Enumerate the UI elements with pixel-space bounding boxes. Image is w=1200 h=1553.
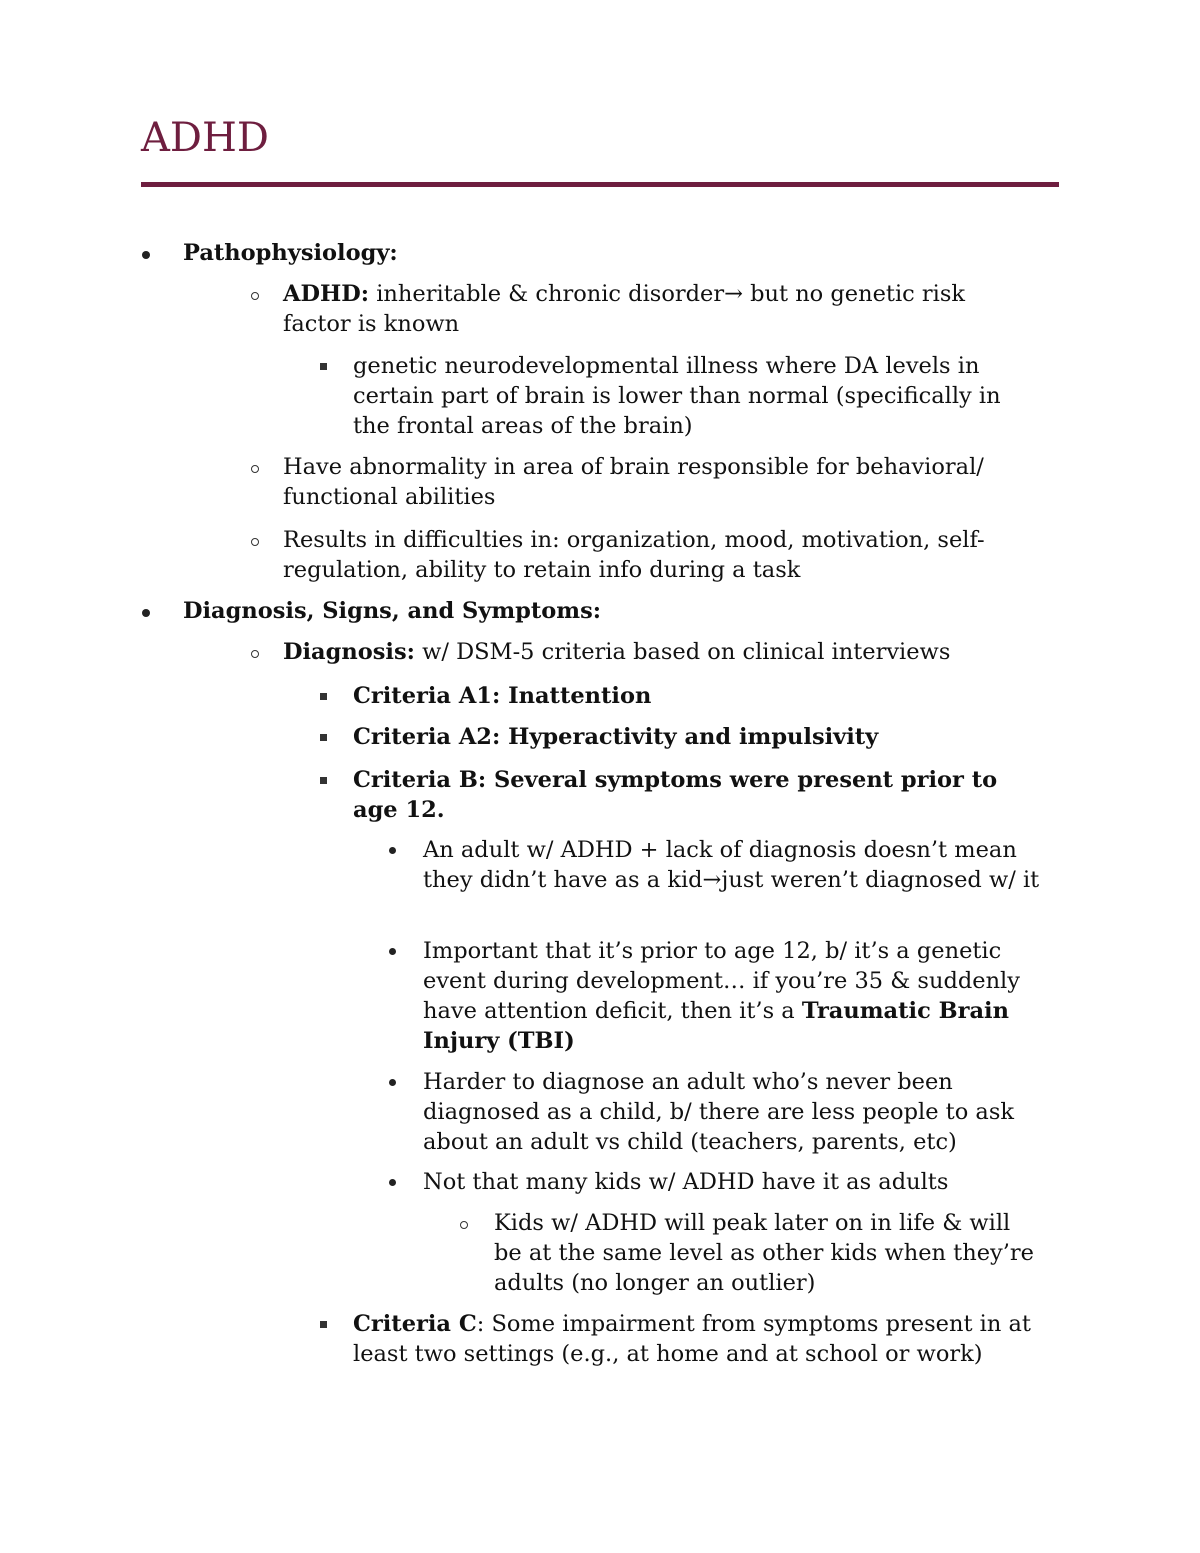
bullet-square-icon <box>320 363 327 370</box>
list-item-text <box>423 936 1053 1056</box>
criteria-b: Criteria B: Several symptoms were present prior to age 12. <box>353 767 998 823</box>
bullet-circle-icon <box>460 1221 468 1229</box>
criteria-c-description: : Some impairment from symptoms present in at least two settings (e.g., at home and at school or work) <box>353 1311 1031 1367</box>
bullet-dot-icon <box>142 251 150 259</box>
term-label: Diagnosis: <box>283 639 415 665</box>
term-highlight: Traumatic Brain Injury (TBI) <box>423 998 1009 1054</box>
criteria-c-label: Criteria C <box>353 1311 477 1337</box>
section-heading-diagnosis: Diagnosis, Signs, and Symptoms: <box>183 598 602 624</box>
bullet-dot-icon <box>389 1079 396 1086</box>
list-item-text: An adult w/ ADHD + lack of diagnosis doesn’t mean they didn’t have as a kid→just weren’t diagnosed w/ it <box>423 837 1040 893</box>
bullet-circle-icon <box>251 292 259 300</box>
bullet-dot-icon <box>389 1179 396 1186</box>
bullet-circle-icon <box>251 650 259 658</box>
list-item-text <box>283 637 1043 667</box>
term-description: inheritable & chronic disorder→ but no genetic risk factor is known <box>283 281 966 337</box>
list-item-text: Have abnormality in area of brain responsible for behavioral/ functional abilities <box>283 454 984 510</box>
list-item-text <box>283 279 1023 339</box>
bullet-circle-icon <box>251 538 259 546</box>
bullet-dot-icon <box>389 847 396 854</box>
list-item-text: Not that many kids w/ ADHD have it as adults <box>423 1169 949 1195</box>
bullet-square-icon <box>320 1321 327 1328</box>
list-item-text: Results in difficulties in: organization, mood, motivation, self-regulation, ability to retain info during a task <box>283 527 985 583</box>
criteria-a2: Criteria A2: Hyperactivity and impulsivity <box>353 724 879 750</box>
bullet-circle-icon <box>251 465 259 473</box>
list-item-text: Harder to diagnose an adult who’s never been diagnosed as a child, b/ there are less people to ask about an adult vs child (teachers, parents, etc) <box>423 1069 1015 1155</box>
bullet-square-icon <box>320 777 327 784</box>
list-item-text: Kids w/ ADHD will peak later on in life & will be at the same level as other kids when they’re adults (no longer an outlier) <box>494 1210 1034 1296</box>
bullet-dot-icon <box>389 948 396 955</box>
section-heading-pathophysiology: Pathophysiology: <box>183 240 398 266</box>
list-item-text: genetic neurodevelopmental illness where DA levels in certain part of brain is lower than normal (specifically in the frontal areas of the brain) <box>353 353 1001 439</box>
bullet-square-icon <box>320 734 327 741</box>
document-title: ADHD <box>141 115 269 161</box>
bullet-square-icon <box>320 693 327 700</box>
criteria-a1: Criteria A1: Inattention <box>353 683 652 709</box>
item-body: Important that it’s prior to age 12, b/ it’s a genetic event during development… if you’re 35 & suddenly have attention deficit, then it’s a <box>423 938 1020 1024</box>
term-label: ADHD: <box>283 281 370 307</box>
bullet-dot-icon <box>142 609 150 617</box>
title-underline <box>141 182 1059 187</box>
list-item-text <box>353 1309 1053 1369</box>
term-description: w/ DSM-5 criteria based on clinical interviews <box>414 639 951 665</box>
